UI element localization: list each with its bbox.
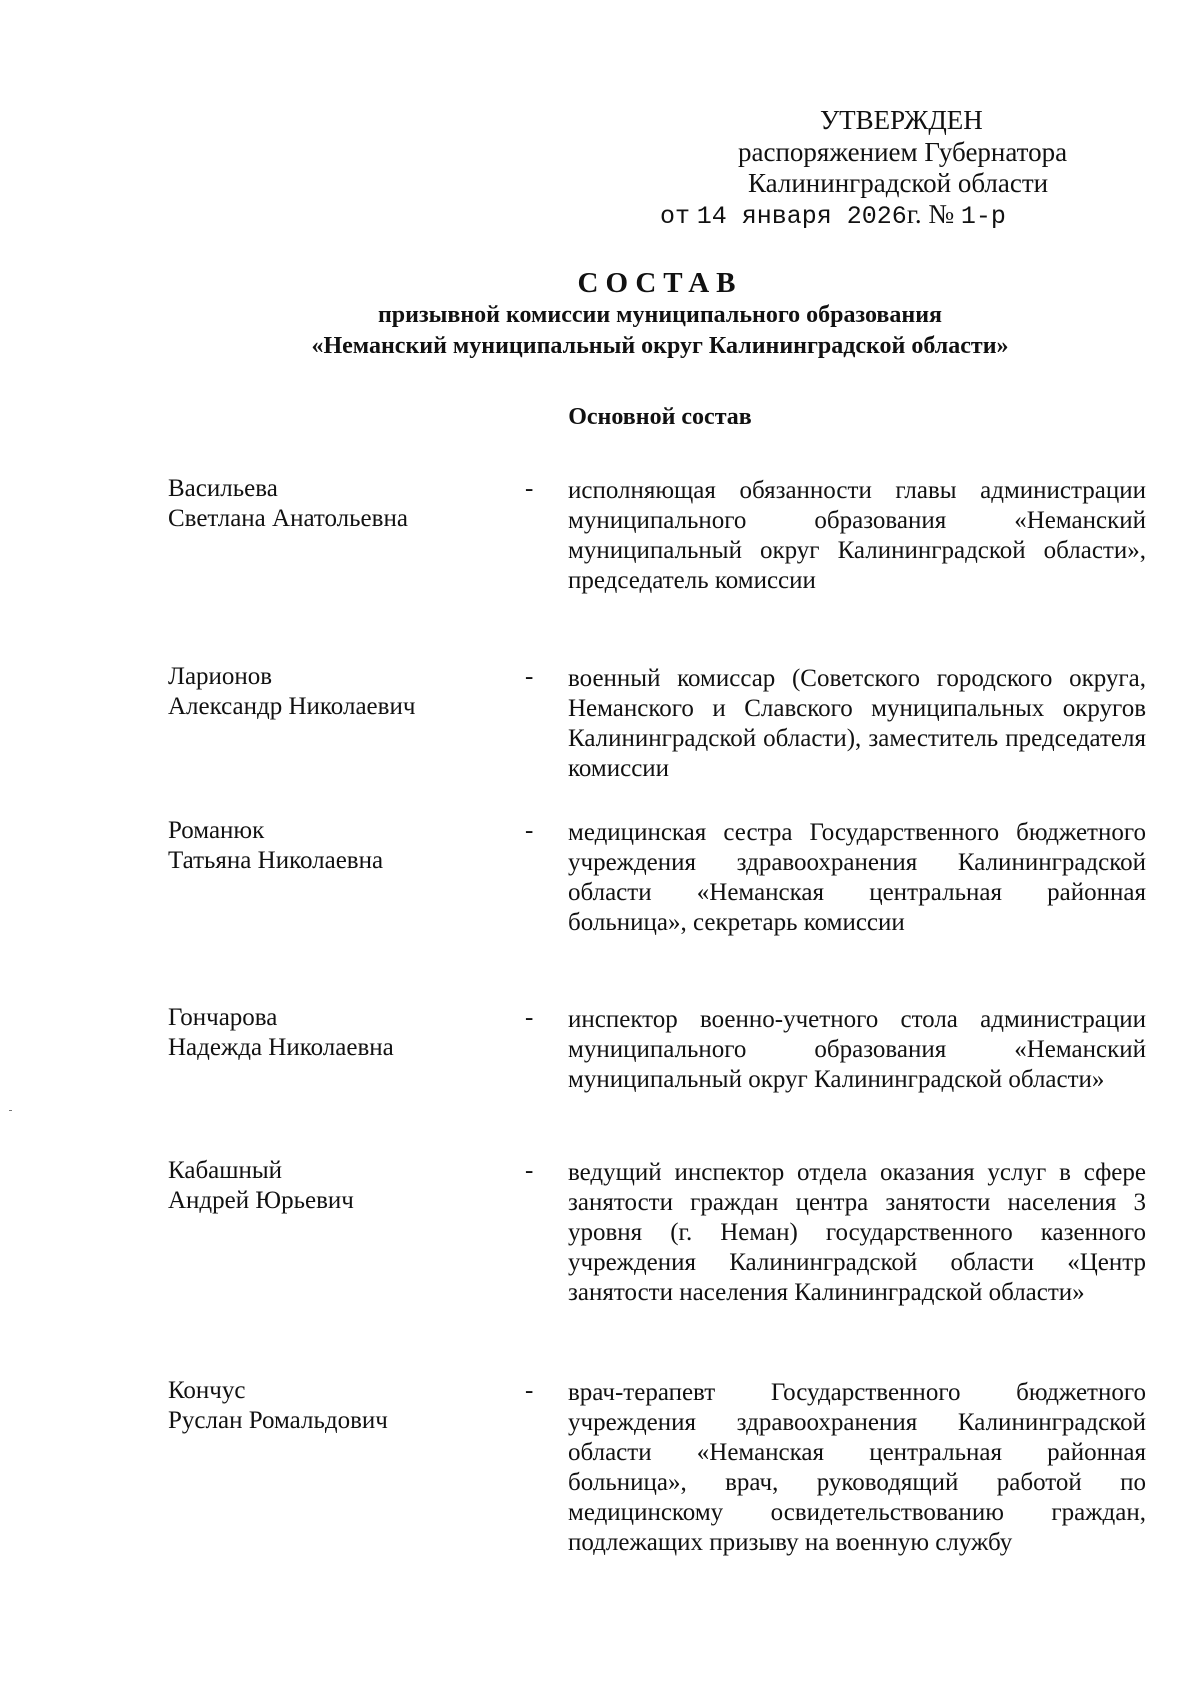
member-given-names: Руслан Ромальдович: [168, 1407, 388, 1434]
member-role: ведущий инспектор отдела оказания услуг в сфере занятости граждан центра занятости населения 3 уровня (г. Неман) государственного казенного учреждения Калининградской области «Центр занятости населения Калининградской области»: [568, 1159, 1146, 1306]
document-title-block: [0, 266, 1200, 362]
member-name: [168, 1003, 498, 1063]
approval-number-label: г. №: [906, 199, 955, 229]
member-given-names: Светлана Анатольевна: [168, 505, 408, 532]
approval-authority: распоряжением Губернатора: [738, 137, 1068, 167]
approval-heading: УТВЕРЖДЕН: [820, 105, 983, 135]
member-surname: Гончарова: [168, 1004, 278, 1031]
document-subtitle-line-2: «Неманский муниципальный округ Калининградской области»: [311, 333, 1009, 359]
member-dash: -: [525, 1004, 534, 1031]
member-given-names: Татьяна Николаевна: [168, 847, 384, 874]
member-given-names: Андрей Юрьевич: [168, 1187, 354, 1214]
member-role: военный комиссар (Советского городского округа, Неманского и Славского муниципальных округов Калининградской области), заместитель председателя комиссии: [568, 665, 1146, 782]
member-surname: Кончус: [168, 1377, 246, 1404]
member-name: [168, 1376, 498, 1436]
member-dash: -: [525, 475, 534, 502]
member-role: медицинская сестра Государственного бюджетного учреждения здравоохранения Калининградской области «Неманская центральная районная больница», секретарь комиссии: [568, 819, 1146, 936]
member-name: [168, 1156, 498, 1216]
section-heading: Основной состав: [568, 404, 752, 430]
member-surname: Романюк: [168, 817, 265, 844]
member-role: инспектор военно-учетного стола администрации муниципального образования «Неманский муниципальный округ Калининградской области»: [568, 1006, 1146, 1093]
member-role: исполняющая обязанности главы администрации муниципального образования «Неманский муниципальный округ Калининградской области», председатель комиссии: [568, 477, 1146, 594]
document-title: СОСТАВ: [577, 267, 743, 299]
member-dash: -: [525, 1377, 534, 1404]
approval-date-prefix: от: [660, 202, 691, 231]
member-name: [168, 662, 498, 722]
member-surname: Ларионов: [168, 663, 273, 690]
approval-date-line: [660, 198, 1006, 233]
member-given-names: Надежда Николаевна: [168, 1034, 394, 1061]
approval-number: 1-р: [960, 202, 1006, 231]
scan-speck: [9, 1110, 12, 1111]
member-dash: -: [525, 1157, 534, 1184]
document-subtitle-line-1: призывной комиссии муниципального образования: [377, 302, 943, 328]
member-dash: -: [525, 817, 534, 844]
member-role: врач-терапевт Государственного бюджетного учреждения здравоохранения Калининградской области «Неманская центральная районная больница», врач, руководящий работой по медицинскому освидетельствованию граждан, подлежащих призыву на военную службу: [568, 1379, 1146, 1556]
member-given-names: Александр Николаевич: [168, 693, 416, 720]
approval-region: Калининградской области: [748, 168, 1049, 198]
member-dash: -: [525, 663, 534, 690]
approval-date: 14 января 2026: [696, 202, 907, 231]
member-surname: Васильева: [168, 475, 278, 502]
member-name: [168, 816, 498, 876]
member-name: [168, 474, 498, 534]
member-surname: Кабашный: [168, 1157, 283, 1184]
